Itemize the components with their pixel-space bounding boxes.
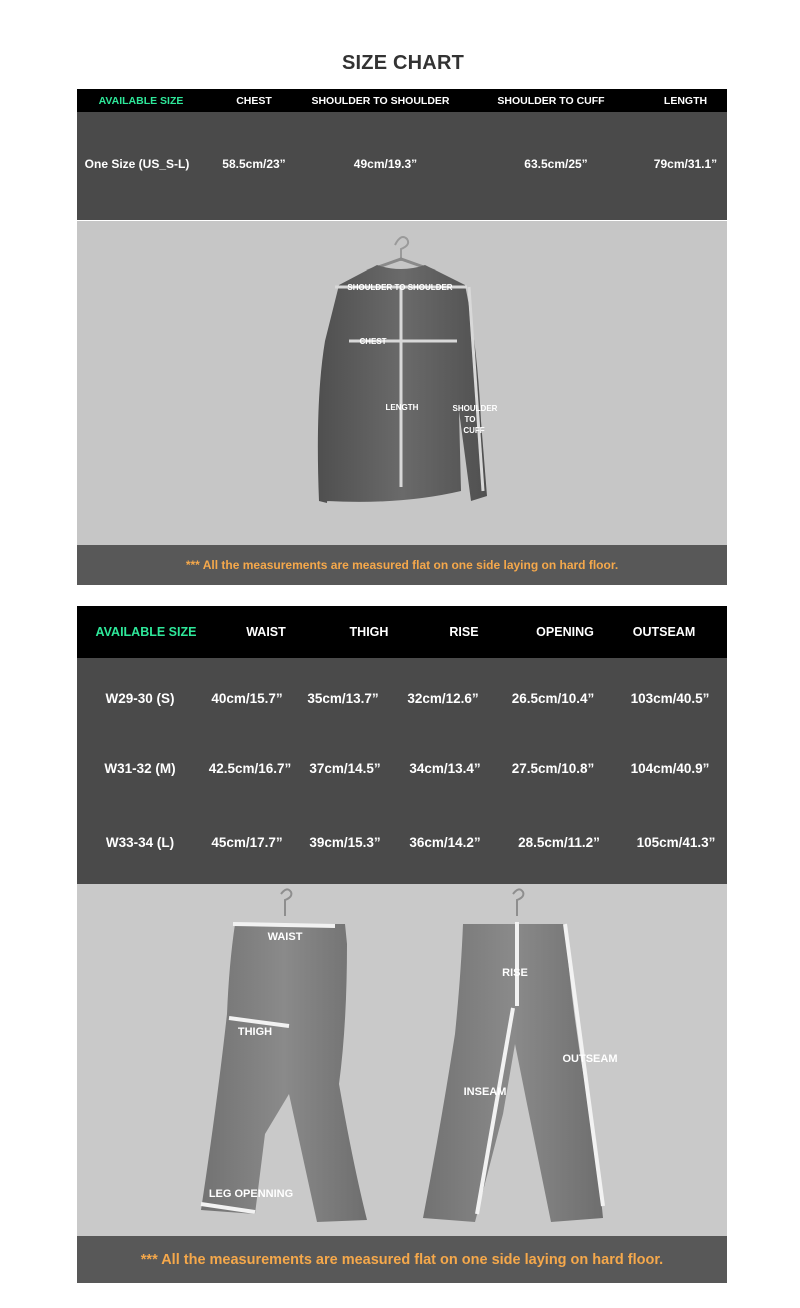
hanger-hook — [513, 889, 523, 916]
table-cell: 40cm/15.7” — [211, 690, 283, 706]
measurement-note: *** All the measurements are measured flat on one side laying on hard floor. — [77, 1236, 727, 1283]
table-cell: W31-32 (M) — [104, 760, 176, 776]
table-cell: 104cm/40.9” — [630, 760, 710, 776]
hanger-hook — [281, 889, 291, 916]
header-waist: WAIST — [246, 625, 286, 639]
shirt-measurement-diagram — [77, 221, 727, 545]
table-cell: 27.5cm/10.8” — [511, 760, 595, 776]
table-cell: 37cm/14.5” — [309, 760, 381, 776]
hanger-hook — [395, 237, 408, 261]
bottom-table-header — [77, 606, 727, 658]
rise-label: RISE — [502, 967, 528, 979]
table-cell: 79cm/31.1” — [653, 157, 718, 171]
table-cell: 26.5cm/10.4” — [511, 690, 595, 706]
shoulder-label: SHOULDER TO SHOULDER — [347, 283, 453, 292]
measurement-note: *** All the measurements are measured flat on one side laying on hard floor. — [77, 545, 727, 585]
bottom-table-body — [77, 658, 727, 884]
table-cell: 32cm/12.6” — [407, 690, 479, 706]
cuff-label-2: TO — [464, 415, 476, 424]
top-table-body — [77, 112, 727, 220]
chest-label: CHEST — [359, 337, 387, 346]
waist-line — [233, 924, 335, 926]
header-shoulder-to-shoulder: SHOULDER TO SHOULDER — [311, 94, 450, 107]
pants-illustration — [77, 884, 727, 1236]
table-cell: 28.5cm/11.2” — [518, 834, 600, 850]
cuff-label-3: CUFF — [463, 426, 485, 435]
table-cell: 45cm/17.7” — [211, 834, 283, 850]
header-available-size: AVAILABLE SIZE — [98, 94, 184, 107]
thigh-label: THIGH — [237, 1026, 273, 1038]
table-cell: 103cm/40.5” — [630, 690, 710, 706]
front-pants-shape — [201, 924, 367, 1222]
table-cell: 49cm/19.3” — [353, 157, 418, 171]
table-cell: W29-30 (S) — [105, 690, 175, 706]
waist-label: WAIST — [267, 931, 303, 943]
header-chest: CHEST — [236, 94, 272, 107]
table-cell: One Size (US_S-L) — [84, 157, 190, 171]
table-cell: 63.5cm/25” — [524, 157, 588, 171]
header-available-size: AVAILABLE SIZE — [95, 625, 197, 639]
leg-opening-label: LEG OPENNING — [208, 1188, 294, 1200]
header-rise: RISE — [449, 625, 479, 639]
table-cell: W33-34 (L) — [105, 834, 175, 850]
table-cell: 58.5cm/23” — [222, 157, 286, 171]
table-cell: 105cm/41.3” — [636, 834, 716, 850]
outseam-label: OUTSEAM — [562, 1053, 618, 1065]
shirt-illustration — [77, 221, 727, 545]
length-label: LENGTH — [385, 403, 419, 412]
header-opening: OPENING — [536, 625, 594, 639]
table-cell: 36cm/14.2” — [409, 834, 481, 850]
cuff-label-1: SHOULDER — [452, 404, 498, 413]
table-cell: 39cm/15.3” — [309, 834, 381, 850]
header-length: LENGTH — [663, 94, 708, 107]
table-cell: 34cm/13.4” — [409, 760, 481, 776]
header-shoulder-to-cuff: SHOULDER TO CUFF — [497, 94, 605, 107]
table-cell: 42.5cm/16.7” — [208, 760, 292, 776]
top-table-header — [77, 89, 727, 112]
inseam-label: INSEAM — [463, 1086, 507, 1098]
header-outseam: OUTSEAM — [632, 625, 696, 639]
header-thigh: THIGH — [349, 625, 389, 639]
pants-measurement-diagram — [77, 884, 727, 1236]
page-title: SIZE CHART — [342, 52, 464, 74]
table-cell: 35cm/13.7” — [307, 690, 379, 706]
